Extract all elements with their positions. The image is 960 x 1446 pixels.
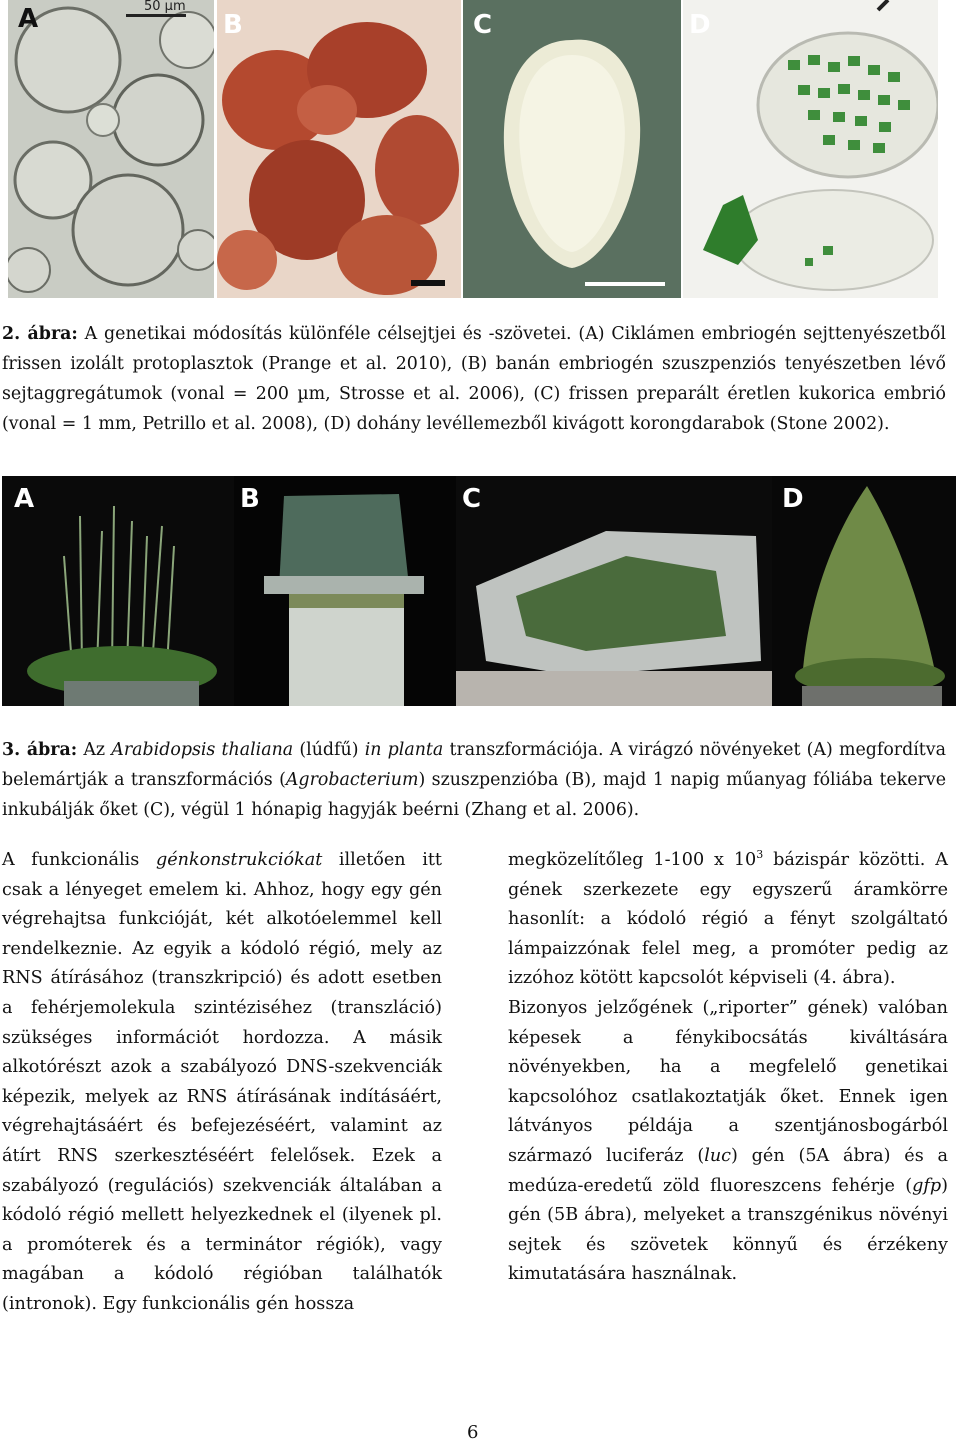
figure-3-caption-label: 3. ábra: — [2, 740, 78, 760]
body-paragraph — [2, 846, 442, 1320]
figure-3-panel-a-flowering-plants-image — [2, 476, 234, 706]
body-text: A funkcionális — [2, 850, 156, 870]
figure-3-panel-label: C — [462, 484, 482, 514]
body-text: megközelítőleg 1-100 x 10 — [508, 850, 757, 870]
superscript: 3 — [756, 848, 764, 862]
figure-2-panel-c-maize-embryo-image — [463, 0, 681, 298]
figure-2 — [8, 0, 938, 298]
figure-2-caption-text: A genetikai módosítás különféle célsejtjei és -szövetei. (A) Ciklámen embriogén sejttenyészetből frissen izolált protoplasztok (Prange et al. 2010), (B) banán embriogén szuszpenziós tenyészetben lévő sejtaggregátumok (vonal = 200 µm, Strosse et al. 2006), (C) frissen preparált éretlen kukorica embrió (vonal = 1 mm, Petrillo et al. 2008), (D) dohány levéllemezből kivágott korongdarabok (Stone 2002). — [2, 324, 946, 434]
page-number: 6 — [467, 1422, 479, 1443]
body-text: Bizonyos jelzőgének („riporter” gének) valóban képesek a fénykibocsátás kiváltására növényekben, ha a megfelelő genetikai kapcsolóhoz csatlakoztatják őket. Ennek igen látványos példája a szentjánosbogárból származó luciferáz ( — [508, 997, 948, 1166]
scale-bar-label: 50 µm — [144, 0, 186, 14]
figure-2-caption-label: 2. ábra: — [2, 324, 78, 344]
figure-3-panel-label: A — [14, 484, 35, 514]
figure-2-panel-a-protoplasts-image — [8, 0, 214, 298]
caption-text: transzformációja. A virágzó növényeket (A) megfordítva belemártják a transzformációs ( — [2, 740, 946, 790]
figure-3 — [2, 476, 956, 706]
body-text: ) gén (5B ábra), melyeket a transzgénikus növényi sejtek és szövetek könnyű és érzékeny kimutatására használnak. — [508, 1175, 948, 1285]
body-text-italic: gfp — [912, 1175, 942, 1196]
body-text-italic: luc — [704, 1145, 732, 1166]
figure-3-panel-c-plastic-wrap-image — [456, 476, 772, 706]
figure-2-panel-b-cell-aggregates-image — [217, 0, 461, 298]
caption-text: Az — [77, 740, 112, 760]
figure-3-caption — [2, 735, 946, 825]
figure-2-panel-d-leaf-disks-image — [683, 0, 938, 298]
figure-2-caption — [2, 319, 946, 439]
caption-text: (lúdfű) — [293, 740, 365, 760]
body-text-italic: génkonstrukciókat — [155, 850, 323, 870]
figure-3-panel-label: D — [782, 484, 804, 514]
figure-3-panel-label: B — [240, 484, 260, 514]
caption-species-italic: Arabidopsis thaliana — [111, 740, 294, 760]
right-column-text — [508, 846, 948, 1290]
body-paragraph — [508, 994, 948, 1290]
body-paragraph — [508, 846, 948, 994]
body-text: ) gén (5A ábra) és a medúza-eredetű zöld fluoreszcens fehérje ( — [508, 1145, 949, 1196]
figure-2-panel-label: D — [689, 10, 711, 40]
left-column-text — [2, 846, 442, 1320]
figure-2-panel-label: A — [18, 4, 39, 34]
caption-agrobacterium-italic: Agrobacterium — [285, 770, 419, 790]
body-text: bázispár közötti. A gének szerkezete egy egyszerű áramkörre hasonlít: a kódoló régió a fényt szolgáltató lámpaizzónak felel meg, a promóter pedig az izzóhoz kötött kapcsolót képviseli (4. ábra). — [508, 850, 948, 989]
figure-2-panel-label: C — [473, 10, 493, 40]
figure-2-panel-label: B — [223, 10, 243, 40]
caption-text: ) szuszpenzióba (B), majd 1 napig műanyag fóliába tekerve inkubálják őket (C), végül 1 hónapig hagyják beérni (Zhang et al. 2006). — [2, 770, 946, 820]
figure-3-panel-d-matured-plants-image — [772, 476, 956, 706]
caption-in-planta-italic: in planta — [364, 740, 444, 760]
body-text: illetően itt csak a lényeget emelem ki. Ahhoz, hogy egy gén végrehajtsa funkcióját, két alkotóelemmel kell rendelkeznie. Az egyik a kódoló régió, mely az RNS átírásához (transzkripció) és adott esetben a fehérjemolekula szintéziséhez (transzláció) szükséges információt hordozza. A másik alkotórészt azok a szabályozó DNS-szekvenciák képezik, melyek az RNS átírásának indításáért, végrehajtásáért és befejezéséért, valamint az átírt RNS szerkesztéséért felelősek. Ezek a szabályozó (regulációs) szekvenciák általában a kódoló régió mellett helyezkednek el (ilyenek pl. a promóterek és a terminátor régiók), vagy magában a kódoló régióban találhatók (intronok). Egy funkcionális gén hossza — [2, 850, 443, 1314]
figure-3-panel-b-dipping-image — [234, 476, 456, 706]
